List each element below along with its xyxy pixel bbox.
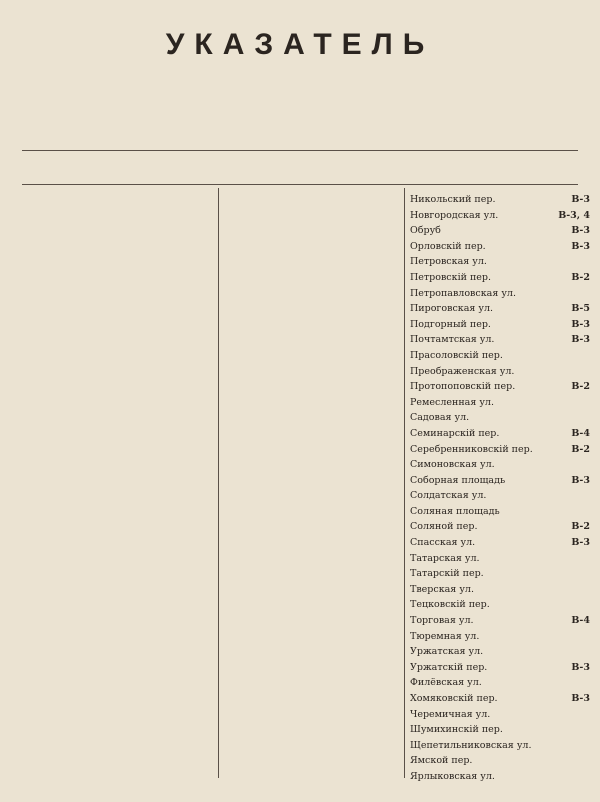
street-name: Филёвская ул. xyxy=(410,677,482,689)
street-row xyxy=(410,410,590,426)
street-row xyxy=(410,566,590,582)
street-name: Солдатская ул. xyxy=(410,490,487,502)
grid-cell-ref: В-2 xyxy=(571,443,590,455)
grid-cell-ref: В-3 xyxy=(571,474,590,486)
street-row xyxy=(410,629,590,645)
street-name: Протопоповскій пер. xyxy=(410,381,516,393)
street-row xyxy=(410,597,590,613)
street-name: Шумихинскій пер. xyxy=(410,724,503,736)
street-name: Ямской пер. xyxy=(410,755,473,767)
street-row xyxy=(410,332,590,348)
street-row xyxy=(410,535,590,551)
street-row xyxy=(410,254,590,270)
street-row xyxy=(410,753,590,769)
column-divider xyxy=(404,188,405,778)
street-column-3 xyxy=(410,192,590,785)
street-row xyxy=(410,426,590,442)
grid-cell-ref: В-4 xyxy=(571,427,590,439)
street-name: Прасоловскій пер. xyxy=(410,349,503,361)
street-name: Никольский пер. xyxy=(410,194,496,205)
street-name: Подгорный пер. xyxy=(410,318,491,330)
street-name: Тюремная ул. xyxy=(410,630,480,642)
street-name: Татарскій пер. xyxy=(410,568,484,580)
column-divider xyxy=(218,188,219,778)
street-name: Соборная площадь xyxy=(410,474,506,486)
street-row xyxy=(410,286,590,302)
street-name: Ремесленная ул. xyxy=(410,396,494,408)
street-name: Почтамтская ул. xyxy=(410,334,495,346)
street-row xyxy=(410,457,590,473)
street-name: Обруб xyxy=(410,225,441,237)
grid-cell-ref: В-5 xyxy=(571,303,590,315)
page-title: УКАЗАТЕЛЬ xyxy=(165,28,435,61)
grid-cell-ref: В-3, 4 xyxy=(558,209,590,221)
street-row xyxy=(410,317,590,333)
street-row xyxy=(410,473,590,489)
street-name: Соляная площадь xyxy=(410,505,500,517)
grid-cell-ref: В-2 xyxy=(571,271,590,283)
street-row xyxy=(410,270,590,286)
street-row xyxy=(410,208,590,224)
street-row xyxy=(410,551,590,567)
street-row xyxy=(410,239,590,255)
street-row xyxy=(410,301,590,317)
grid-cell-ref: В-2 xyxy=(571,521,590,533)
street-row xyxy=(410,348,590,364)
street-name: Петровская ул. xyxy=(410,256,487,268)
street-name: Уржатская ул. xyxy=(410,646,484,658)
grid-cell-ref: В-3 xyxy=(571,240,590,252)
header-rule xyxy=(22,150,578,151)
street-name: Хомяковскій пер. xyxy=(410,693,498,704)
street-row xyxy=(410,504,590,520)
grid-cell-ref: В-4 xyxy=(571,615,590,627)
street-name: Семинарскій пер. xyxy=(410,427,500,439)
grid-cell-ref: В-3 xyxy=(571,537,590,549)
street-name: Орловскій пер. xyxy=(410,240,486,252)
street-name: Черемичная ул. xyxy=(410,708,491,720)
grid-cell-ref: В-3 xyxy=(571,693,590,704)
street-row xyxy=(410,488,590,504)
grid-cell-ref: В-3 xyxy=(571,661,590,673)
table-top-rule xyxy=(22,184,578,185)
street-name: Пироговская ул. xyxy=(410,303,494,315)
street-name: Ярлыковская ул. xyxy=(410,770,495,782)
street-row xyxy=(410,644,590,660)
street-row xyxy=(410,379,590,395)
street-row xyxy=(410,395,590,411)
street-row xyxy=(410,660,590,676)
street-name: Петровскій пер. xyxy=(410,271,492,283)
street-name: Симоновская ул. xyxy=(410,459,495,471)
grid-cell-ref: В-3 xyxy=(571,334,590,346)
grid-cell-ref: В-3 xyxy=(571,225,590,237)
street-name: Тверская ул. xyxy=(410,583,474,595)
street-name: Садовая ул. xyxy=(410,412,470,424)
street-row xyxy=(410,223,590,239)
street-name: Тецковскій пер. xyxy=(410,599,490,611)
street-row xyxy=(410,707,590,723)
street-row xyxy=(410,738,590,754)
grid-cell-ref: В-3 xyxy=(571,318,590,330)
street-name: Преображенская ул. xyxy=(410,365,515,377)
street-name: Уржатскій пер. xyxy=(410,661,488,673)
street-row xyxy=(410,519,590,535)
street-row xyxy=(410,691,590,707)
street-row xyxy=(410,582,590,598)
street-row xyxy=(410,613,590,629)
street-row xyxy=(410,192,590,208)
street-name: Петропавловская ул. xyxy=(410,287,516,299)
street-name: Новгородская ул. xyxy=(410,209,499,221)
grid-cell-ref: В-3 xyxy=(571,194,590,205)
street-name: Спасская ул. xyxy=(410,537,476,549)
street-row xyxy=(410,769,590,785)
street-name: Серебренниковскій пер. xyxy=(410,443,533,455)
street-name: Торговая ул. xyxy=(410,615,474,627)
street-row xyxy=(410,722,590,738)
grid-cell-ref: В-2 xyxy=(571,381,590,393)
street-row xyxy=(410,442,590,458)
street-row xyxy=(410,675,590,691)
street-name: Татарская ул. xyxy=(410,552,480,564)
street-name: Соляной пер. xyxy=(410,521,478,533)
street-row xyxy=(410,364,590,380)
street-name: Щепетильниковская ул. xyxy=(410,739,532,751)
